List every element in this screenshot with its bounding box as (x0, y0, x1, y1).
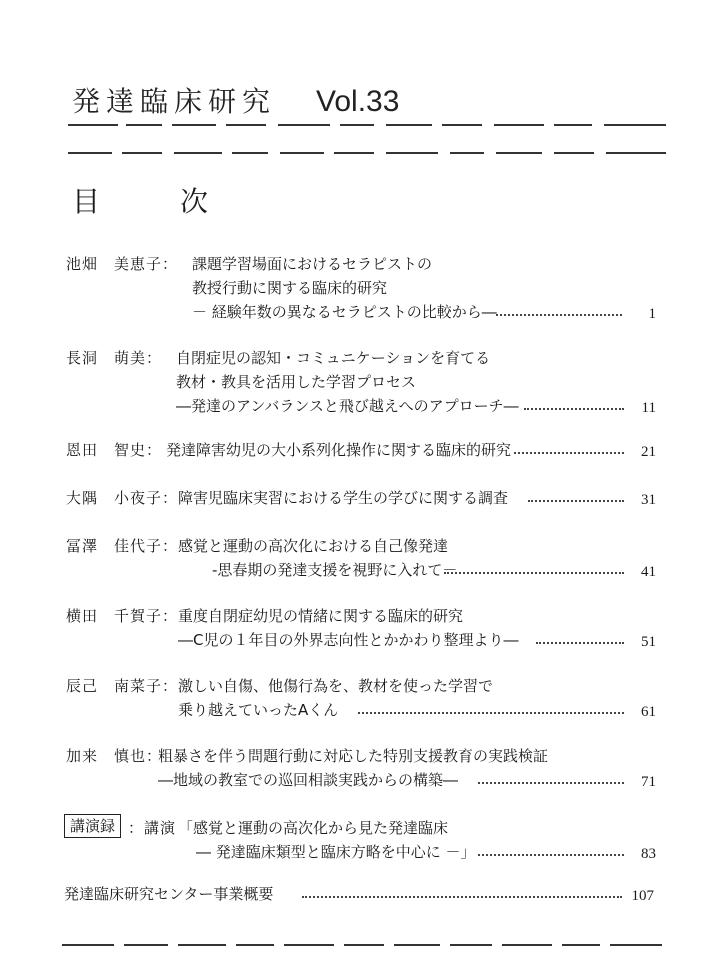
entry-title-line: 乗り越えていったAくん (178, 701, 339, 719)
header-rule-top (68, 124, 666, 126)
entry-subtitle-line: ―C児の１年目の外界志向性とかかわり整理より― (178, 631, 519, 649)
leader-dots (536, 642, 624, 644)
toc-entry (66, 486, 666, 510)
entry-title-line: 重度自閉症幼児の情緒に関する臨床的研究 (178, 607, 464, 625)
entry-page-number: 51 (641, 634, 656, 650)
entry-subtitle-line: － 経験年数の異なるセラピストの比較から― (192, 303, 497, 321)
leader-dots (478, 782, 624, 784)
leader-dots (358, 712, 624, 714)
entry-title-line: 教授行動に関する臨床的研究 (192, 279, 388, 297)
entry-title-line: 課題学習場面におけるセラピストの (192, 255, 433, 273)
entry-author: 加来 慎也： (66, 747, 163, 765)
leader-dots (302, 896, 622, 898)
footer-rule (62, 944, 662, 946)
entry-title-line: 障害児臨床実習における学生の学びに関する調査 (178, 489, 509, 507)
toc-entry (66, 252, 666, 324)
entry-title-line: 発達臨床研究センター事業概要 (64, 885, 274, 903)
entry-title-line: 自閉症児の認知・コミュニケーションを育てる (176, 349, 491, 367)
toc-entry (66, 346, 666, 418)
entry-author: 横田 千賀子： (66, 607, 179, 625)
entry-author: 冨澤 佳代子： (66, 537, 179, 555)
leader-dots (444, 572, 624, 574)
entry-author: 辰己 南菜子： (66, 677, 179, 695)
entry-subtitle-line: -思春期の発達支援を視野に入れて－ (212, 561, 458, 579)
entry-author: ：講演 (128, 819, 177, 837)
entry-page-number: 83 (641, 846, 656, 862)
leader-dots (496, 314, 622, 316)
volume-number: Vol.33 (316, 85, 400, 118)
entry-title-line: 「感覚と運動の高次化から見た発達臨床 (178, 819, 449, 837)
entry-author: 長洞 萌美： (66, 349, 163, 367)
entry-subtitle-line: ― 発達臨床類型と臨床方略を中心に －」 (196, 843, 476, 861)
entry-title-line: 感覚と運動の高次化における自己像発達 (178, 537, 449, 555)
toc-entry (66, 604, 666, 652)
entry-page-number: 11 (641, 400, 656, 416)
entry-page-number: 21 (641, 444, 656, 460)
entry-page-number: 71 (641, 774, 656, 790)
leader-dots (528, 500, 624, 502)
leader-dots (478, 854, 624, 856)
toc-entry-lecture (66, 816, 666, 864)
leader-dots (514, 452, 624, 454)
journal-name: 発達臨床研究 (72, 85, 277, 118)
toc-entry (66, 744, 666, 792)
toc-entry (66, 674, 666, 722)
entry-subtitle-line: ―地域の教室での巡回相談実践からの構築― (158, 771, 459, 789)
entry-author: 恩田 智史： (66, 441, 163, 459)
entry-page-number: 107 (631, 888, 654, 904)
entry-title-line: 激しい自傷、他傷行為を、教材を使った学習で (178, 677, 494, 695)
leader-dots (524, 408, 624, 410)
journal-title (72, 80, 399, 120)
entry-title-line: 粗暴さを伴う問題行動に対応した特別支援教育の実践検証 (158, 747, 549, 765)
header-rule-bottom (68, 152, 666, 154)
entry-subtitle-line: ―発達のアンバランスと飛び越えへのアプローチ― (176, 397, 519, 415)
entry-page-number: 1 (648, 306, 656, 322)
entry-author: 大隅 小夜子： (66, 489, 179, 507)
entry-author: 池畑 美恵子： (66, 255, 179, 273)
entry-page-number: 61 (641, 704, 656, 720)
entry-title-line: 発達障害幼児の大小系列化操作に関する臨床的研究 (166, 441, 512, 459)
toc-entry (66, 438, 666, 462)
lecture-record-badge: 講演録 (64, 814, 121, 838)
entry-title-line: 教材・教具を活用した学習プロセス (176, 373, 417, 391)
toc-heading: 目 次 (72, 185, 235, 218)
toc-entry (66, 534, 666, 582)
entry-page-number: 41 (641, 564, 656, 580)
entry-page-number: 31 (641, 492, 656, 508)
